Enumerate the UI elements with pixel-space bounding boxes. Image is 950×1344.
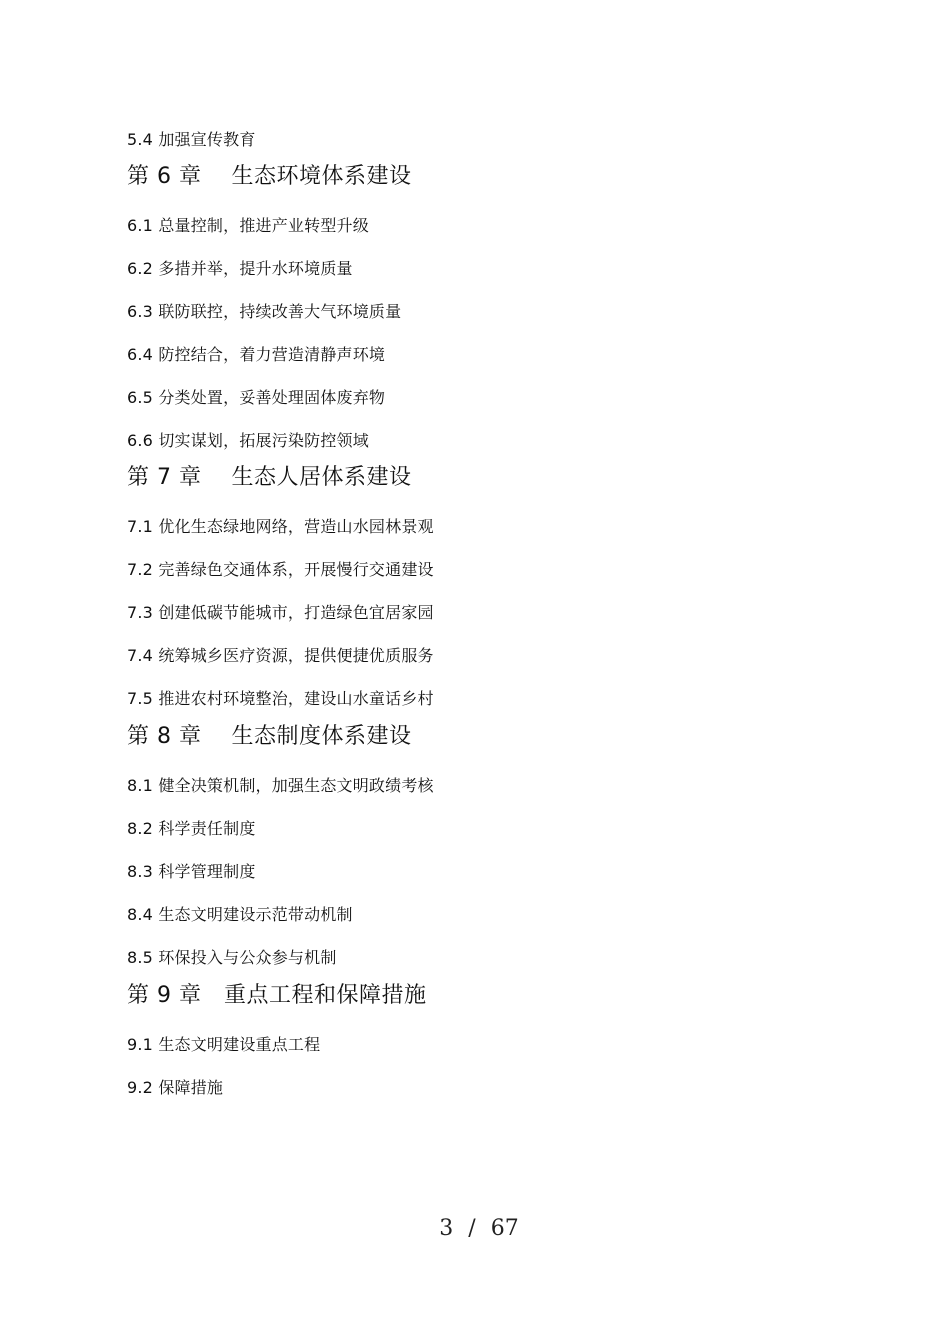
page-number-current: 3 bbox=[439, 1216, 454, 1241]
toc-entry-6-2[interactable]: 6.2 多措并举，提升水环境质量 bbox=[127, 259, 353, 278]
toc-entry-6-1[interactable]: 6.1 总量控制，推进产业转型升级 bbox=[127, 216, 369, 235]
page-number-footer bbox=[0, 1216, 950, 1241]
toc-entry-7-4[interactable]: 7.4 统筹城乡医疗资源，提供便捷优质服务 bbox=[127, 646, 434, 665]
toc-entry-8-4[interactable]: 8.4 生态文明建设示范带动机制 bbox=[127, 905, 353, 924]
toc-entry-8-2[interactable]: 8.2 科学责任制度 bbox=[127, 819, 256, 838]
page-number-total: 67 bbox=[490, 1216, 519, 1241]
toc-chapter-8[interactable]: 第 8 章 生态制度体系建设 bbox=[127, 724, 412, 749]
toc-entry-7-1[interactable]: 7.1 优化生态绿地网络，营造山水园林景观 bbox=[127, 517, 434, 536]
toc-chapter-6[interactable]: 第 6 章 生态环境体系建设 bbox=[127, 164, 412, 189]
toc-entry-6-6[interactable]: 6.6 切实谋划，拓展污染防控领域 bbox=[127, 431, 369, 450]
toc-entry-8-5[interactable]: 8.5 环保投入与公众参与机制 bbox=[127, 948, 337, 967]
toc-entry-7-2[interactable]: 7.2 完善绿色交通体系，开展慢行交通建设 bbox=[127, 560, 434, 579]
toc-entry-9-1[interactable]: 9.1 生态文明建设重点工程 bbox=[127, 1035, 321, 1054]
toc-entry-7-5[interactable]: 7.5 推进农村环境整治，建设山水童话乡村 bbox=[127, 689, 434, 708]
toc-entry-6-5[interactable]: 6.5 分类处置，妥善处理固体废弃物 bbox=[127, 388, 386, 407]
toc-entry-6-3[interactable]: 6.3 联防联控，持续改善大气环境质量 bbox=[127, 302, 402, 321]
toc-chapter-7[interactable]: 第 7 章 生态人居体系建设 bbox=[127, 465, 412, 490]
toc-entry-5-4[interactable]: 5.4 加强宣传教育 bbox=[127, 130, 256, 149]
toc-entry-7-3[interactable]: 7.3 创建低碳节能城市，打造绿色宜居家园 bbox=[127, 603, 434, 622]
toc-entry-8-1[interactable]: 8.1 健全决策机制，加强生态文明政绩考核 bbox=[127, 776, 434, 795]
toc-chapter-9[interactable]: 第 9 章 重点工程和保障措施 bbox=[127, 983, 427, 1008]
toc-entry-6-4[interactable]: 6.4 防控结合，着力营造清静声环境 bbox=[127, 345, 386, 364]
page-number-separator: / bbox=[468, 1216, 476, 1241]
toc-entry-9-2[interactable]: 9.2 保障措施 bbox=[127, 1078, 224, 1097]
toc-entry-8-3[interactable]: 8.3 科学管理制度 bbox=[127, 862, 256, 881]
